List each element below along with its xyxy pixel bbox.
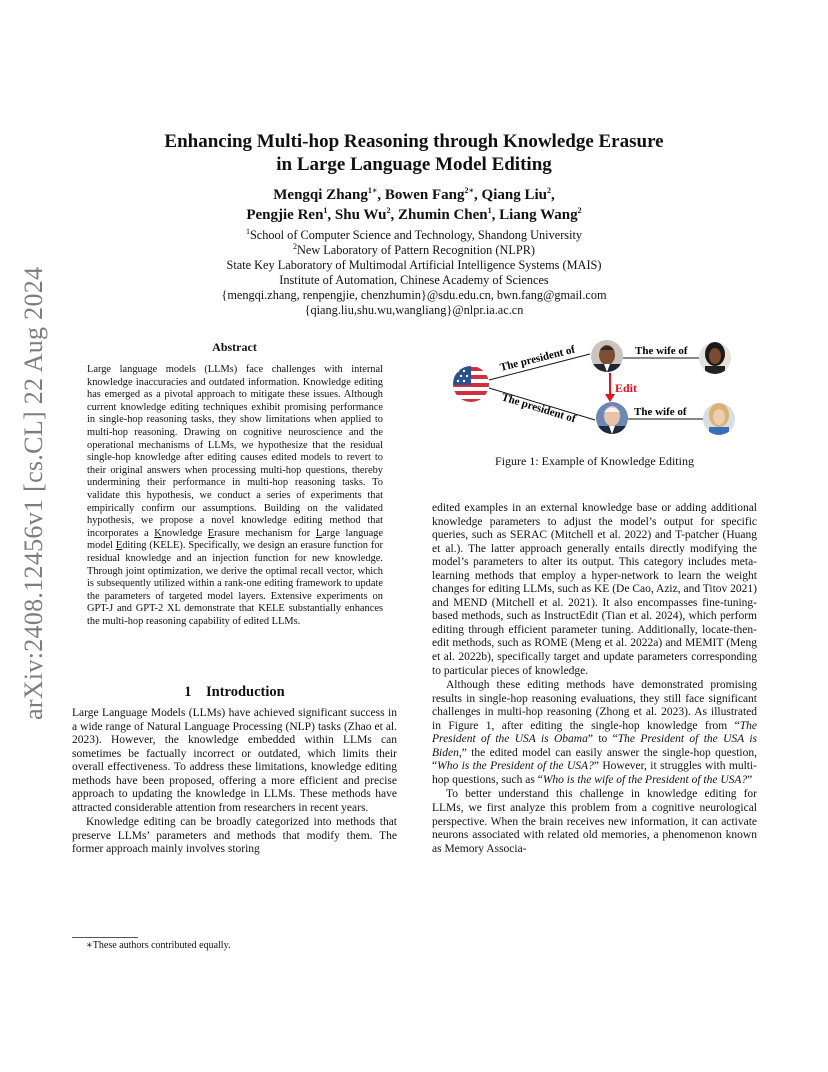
person-avatar-wife-top	[699, 342, 731, 376]
acronym-letter: L	[315, 527, 323, 539]
acronym-letter: E	[207, 527, 215, 539]
affiliation-1	[100, 228, 728, 243]
email-line-1: {mengqi.zhang, renpengjie, chenzhumin}@sdu.edu.cn, bwn.fang@gmail.com	[221, 288, 607, 302]
affiliation-text: New Laboratory of Pattern Recognition (NLPR)	[296, 243, 536, 257]
acronym-letter: E	[115, 540, 123, 552]
acronym-letter: K	[154, 527, 162, 539]
author-name: Liang Wang	[499, 207, 578, 223]
paragraph: Knowledge editing can be broadly categorized into methods that preserve LLMs’ parameters and methods that modify them. The former approach mainly involves storing	[72, 816, 397, 856]
figure-1-knowledge-editing	[447, 330, 747, 442]
author-name: Zhumin Chen	[398, 207, 488, 223]
text-run: Although these editing methods have demonstrated promising results in single-hop reasoning evaluations, they still face significant challenges in multi-hop reasoning (Zhong et al. 2023). As illustrated in Figure 1, after editing the single-hop knowledge from “	[432, 679, 757, 732]
author-separator: ,	[377, 187, 385, 203]
us-flag-icon	[453, 366, 489, 403]
author-separator: ,	[390, 207, 398, 223]
author-mark: 2∗	[464, 186, 475, 195]
author-name: Pengjie Ren	[246, 207, 324, 223]
quoted-example: Who is the President of the USA?	[437, 760, 594, 773]
abstract-text: Large language models (LLMs) face challenges with internal knowledge inaccuracies and outdated information. Knowledge editing has emerged as a pivotal approach to mitigate these issues. Although current knowledge editing techniques exhibit promising performance in single-hop reasoning tasks, they show limitations when applied to multi-hop reasoning. Drawing on cognitive neuroscience and the operational mechanisms of LLMs, we hypothesize that the residual single-hop knowledge after editing causes edited models to revert to their original answers when processing multi-hop questions, thereby undermining their performance in multi-hop reasoning tasks. To validate this hypothesis, we conduct a series of experiments that empirically confirm our assumptions. Building on the validated hypothesis, we propose a novel knowledge editing method that incorporates a	[87, 364, 383, 539]
footnote-rule	[72, 937, 138, 938]
paragraph	[432, 679, 757, 787]
author-mark: 1∗	[367, 186, 378, 195]
wife-label-bottom: The wife of	[634, 406, 687, 418]
affiliation-2	[100, 243, 728, 258]
paragraph: Large Language Models (LLMs) have achieved significant success in a wide range of Natural Language Processing (NLP) tasks (Zhao et al. 2023). However, the knowledge embedded within LLMs can sometimes be factually incorrect or outdated, which limits their overall effectiveness. To address these limitations, knowledge editing methods have been proposed, offering a more efficient and precise approach to updating the knowledge in LLMs. These methods have attracted considerable attention from researchers in recent years.	[72, 707, 397, 814]
title-line-2: in Large Language Model Editing	[276, 154, 552, 175]
section-heading-introduction: 1 Introduction	[184, 684, 285, 700]
affiliation-3: State Key Laboratory of Multimodal Artificial Intelligence Systems (MAIS)	[226, 258, 602, 272]
author-mark: 1	[487, 206, 492, 215]
paragraph: edited examples in an external knowledge base or adding additional knowledge parameters to adjust the model’s output for specific queries, such as SERAC (Mitchell et al. 2022) and T-patcher (Huang et al.). The latter approach generally entails directly modifying the model’s parameters to alter its output. This category includes meta-learning methods that employ a hyper-network to learn the weight changes for editing LLMs, such as KE (De Cao, Aziz, and Titov 2021) and MEND (Mitchell et al. 2021). It also encompasses fine-tuning-based methods, such as InstructEdit (Tian et al. 2024), which perform editing through efficient parameter tuning. Additionally, locate-then-edit methods, such as ROME (Meng et al. 2022a) and MEMIT (Meng et al. 2022b), specifically target and update parameters corresponding to particular pieces of knowledge.	[432, 502, 757, 677]
paragraph: To better understand this challenge in knowledge editing for LLMs, we first analyze this problem from a cognitive neurological perspective. When the brain receives new information, it can activate neurons associated with related old memories, a phenomenon known as Memory Associa-	[432, 788, 757, 855]
author-mark: 2	[386, 206, 391, 215]
abstract-heading: Abstract	[212, 340, 257, 354]
quoted-example: The President of the USA is Biden	[432, 733, 758, 759]
author-separator: ,	[550, 187, 555, 203]
author-line-2	[100, 205, 728, 225]
person-avatar-new-president	[596, 402, 628, 436]
affiliation-mark: 2	[292, 241, 297, 251]
author-name: Bowen Fang	[384, 187, 465, 203]
author-name: Qiang Liu	[481, 187, 547, 203]
paper-title	[100, 130, 728, 176]
author-name: Mengqi Zhang	[273, 187, 368, 203]
edit-label: Edit	[615, 381, 638, 395]
abstract-text: arge language model	[87, 527, 383, 552]
edit-arrow-icon	[605, 373, 615, 402]
abstract-text: (KELE). Specifically, we design an erasure function for residual knowledge and an injection function for new knowledge. Through joint optimization, we derive the optimal recall vector, which is subsequently utilized within a rank-one editing framework to update the parameters of targeted model layers. Extensive experiments on GPT-J and GPT-2 XL demonstrate that KELE substantially enhances the multi-hop reasoning capability of edited LLMs.	[87, 540, 383, 627]
figure-caption: Figure 1: Example of Knowledge Editing	[495, 454, 694, 468]
text-run: ”	[747, 773, 753, 786]
right-column-body	[432, 502, 757, 856]
quoted-example: Who is the wife of the President of the USA?	[542, 773, 748, 786]
author-separator: ,	[327, 207, 335, 223]
quoted-example: The President of the USA is Obama	[432, 719, 757, 746]
person-avatar-old-president	[591, 340, 623, 374]
author-mark: 1	[323, 206, 328, 215]
arxiv-side-stamp: arXiv:2408.12456v1 [cs.CL] 22 Aug 2024	[19, 266, 48, 720]
author-list	[100, 185, 728, 225]
wife-label-top: The wife of	[635, 345, 688, 357]
affiliation-mark: 1	[245, 226, 250, 236]
abstract-text: diting	[122, 540, 147, 552]
introduction-body	[72, 707, 397, 857]
text-run: ” to “	[587, 733, 618, 746]
author-line-1	[100, 185, 728, 205]
text-run: ” However, it struggles with multi-hop questions, such as “	[432, 760, 757, 786]
author-separator: ,	[474, 187, 482, 203]
author-mark: 2	[546, 186, 551, 195]
author-mark: 2	[577, 206, 582, 215]
affiliation-text: School of Computer Science and Technology, Shandong University	[249, 228, 583, 242]
author-name: Shu Wu	[334, 207, 387, 223]
affiliations	[100, 228, 728, 318]
person-avatar-wife-bottom	[703, 403, 735, 437]
relation-label-top: The president of	[498, 343, 577, 374]
title-line-1: Enhancing Multi-hop Reasoning through Knowledge Erasure	[164, 131, 664, 152]
text-run: ,” the edited model can easily answer the single-hop question, “	[432, 746, 757, 773]
affiliation-4: Institute of Automation, Chinese Academy of Sciences	[279, 273, 549, 287]
author-separator: ,	[491, 207, 500, 223]
abstract-text: nowledge	[161, 527, 208, 539]
footnote: ∗These authors contributed equally.	[86, 940, 231, 951]
abstract-body	[87, 364, 383, 628]
relation-label-bottom: The president of	[500, 391, 578, 426]
email-line-2: {qiang.liu,shu.wu,wangliang}@nlpr.ia.ac.cn	[304, 303, 524, 317]
abstract-text: rasure mechanism for	[214, 527, 316, 539]
